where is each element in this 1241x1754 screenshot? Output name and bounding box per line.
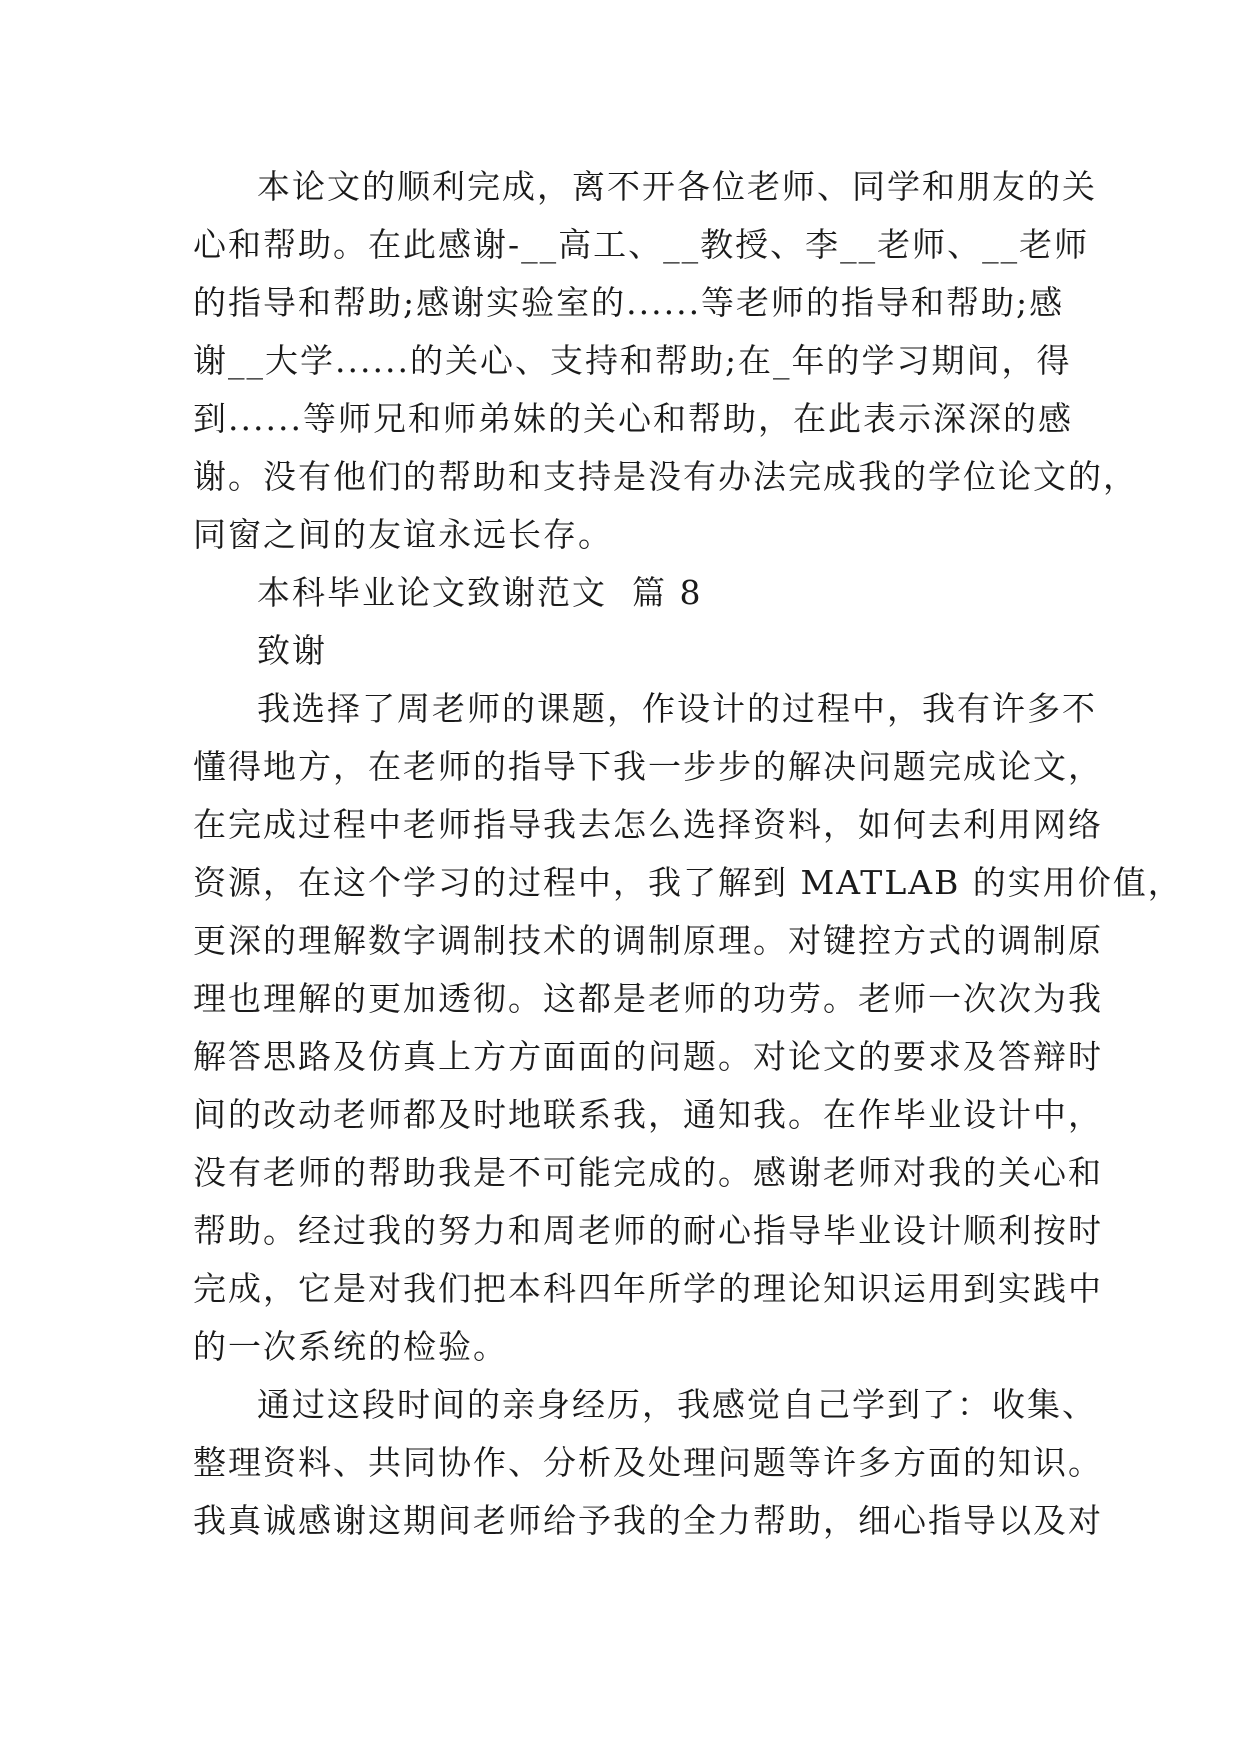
paragraph-line: 通过这段时间的亲身经历，我感觉自己学到了：收集、 [257,1385,1097,1424]
section-heading: 本科毕业论文致谢范文 篇 8 [257,573,703,612]
paragraph-line: 在完成过程中老师指导我去怎么选择资料，如何去利用网络 [193,805,1103,844]
paragraph-line: 懂得地方，在老师的指导下我一步步的解决问题完成论文， [193,747,1103,786]
paragraph-line: 完成，它是对我们把本科四年所学的理论知识运用到实践中 [193,1269,1103,1308]
paragraph-line: 间的改动老师都及时地联系我，通知我。在作毕业设计中， [193,1095,1103,1134]
paragraph-line: 心和帮助。在此感谢-__高工、__教授、李__老师、__老师 [193,225,1090,264]
paragraph-line: 谢。没有他们的帮助和支持是没有办法完成我的学位论文的， [193,457,1138,496]
paragraph-line: 同窗之间的友谊永远长存。 [193,515,613,554]
subheading: 致谢 [257,631,327,670]
paragraph-line: 理也理解的更加透彻。这都是老师的功劳。老师一次次为我 [193,979,1103,1018]
paragraph-line: 的一次系统的检验。 [193,1327,508,1366]
paragraph-line: 本论文的顺利完成，离不开各位老师、同学和朋友的关 [257,167,1097,206]
paragraph-line: 解答思路及仿真上方方面面的问题。对论文的要求及答辩时 [193,1037,1103,1076]
paragraph-line: 没有老师的帮助我是不可能完成的。感谢老师对我的关心和 [193,1153,1103,1192]
paragraph-line: 谢__大学......的关心、支持和帮助;在_年的学习期间，得 [193,341,1072,380]
paragraph-line: 我真诚感谢这期间老师给予我的全力帮助，细心指导以及对 [193,1501,1103,1540]
paragraph-line: 我选择了周老师的课题，作设计的过程中，我有许多不 [257,689,1097,728]
paragraph-line: 更深的理解数字调制技术的调制原理。对键控方式的调制原 [193,921,1103,960]
paragraph-line: 帮助。经过我的努力和周老师的耐心指导毕业设计顺利按时 [193,1211,1103,1250]
paragraph-line: 到......等师兄和师弟妹的关心和帮助，在此表示深深的感 [193,399,1073,438]
paragraph-line: 的指导和帮助;感谢实验室的......等老师的指导和帮助;感 [193,283,1065,322]
paragraph-line: 资源，在这个学习的过程中，我了解到 MATLAB 的实用价值， [193,863,1183,902]
paragraph-line: 整理资料、共同协作、分析及处理问题等许多方面的知识。 [193,1443,1103,1482]
